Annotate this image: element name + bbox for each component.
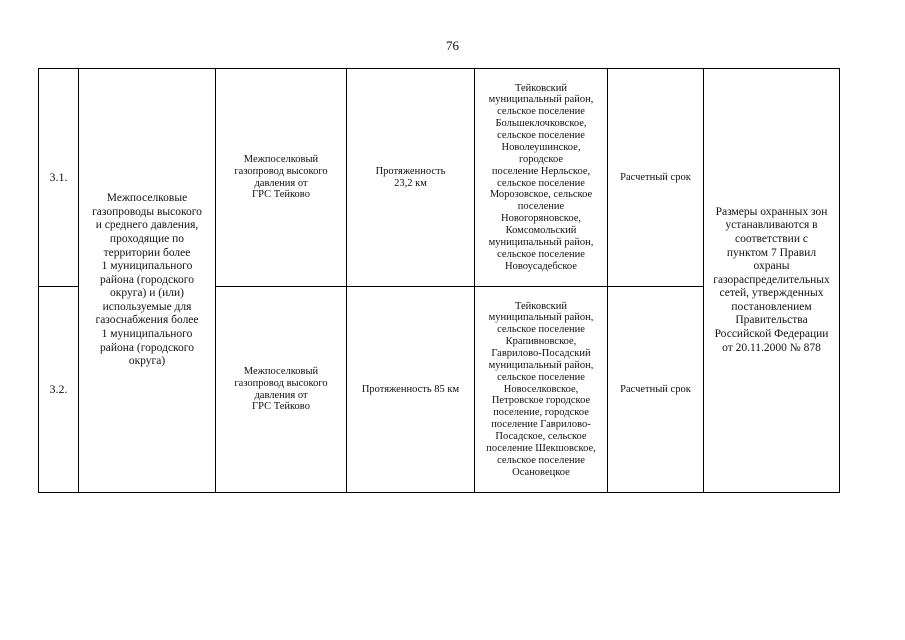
- infrastructure-table: [38, 68, 840, 493]
- characteristic-cell: Протяженность 85 км: [347, 287, 475, 493]
- category-cell: Межпоселковые газопроводы высокого и среднего давления, проходящие по территории более 1 муниципального района (городского округа) и (или) используемые для газоснабжения более 1 муниципального района (городского округа): [79, 69, 216, 493]
- object-cell: Межпоселковый газопровод высокого давления от ГРС Тейково: [216, 287, 347, 493]
- location-cell: Тейковский муниципальный район, сельское поселение Большеклочковское, сельское поселение Новолеушинское, городское поселение Нерльское, сельское поселение Морозовское, сельское поселение Новогоряновское, Комсомольский муниципальный район, сельское поселение Новоусадебское: [475, 69, 608, 287]
- term-cell: Расчетный срок: [608, 287, 704, 493]
- term-cell: Расчетный срок: [608, 69, 704, 287]
- row-number: 3.2.: [39, 287, 79, 493]
- object-cell: Межпоселковый газопровод высокого давления от ГРС Тейково: [216, 69, 347, 287]
- characteristic-cell: Протяженность 23,2 км: [347, 69, 475, 287]
- regulation-cell: Размеры охранных зон устанавливаются в соответствии с пунктом 7 Правил охраны газораспределительных сетей, утвержденных постановлением Правительства Российской Федерации от 20.11.2000 № 878: [704, 69, 840, 493]
- row-number: 3.1.: [39, 69, 79, 287]
- location-cell: Тейковский муниципальный район, сельское поселение Крапивновское, Гаврилово-Посадский муниципальный район, сельское поселение Новоселковское, Петровское городское поселение, городское поселение Гаврилово- Посадское, сельское поселение Шекшовское, сельское поселение Осановецкое: [475, 287, 608, 493]
- page-number: 76: [446, 38, 459, 53]
- table-row: [39, 69, 840, 287]
